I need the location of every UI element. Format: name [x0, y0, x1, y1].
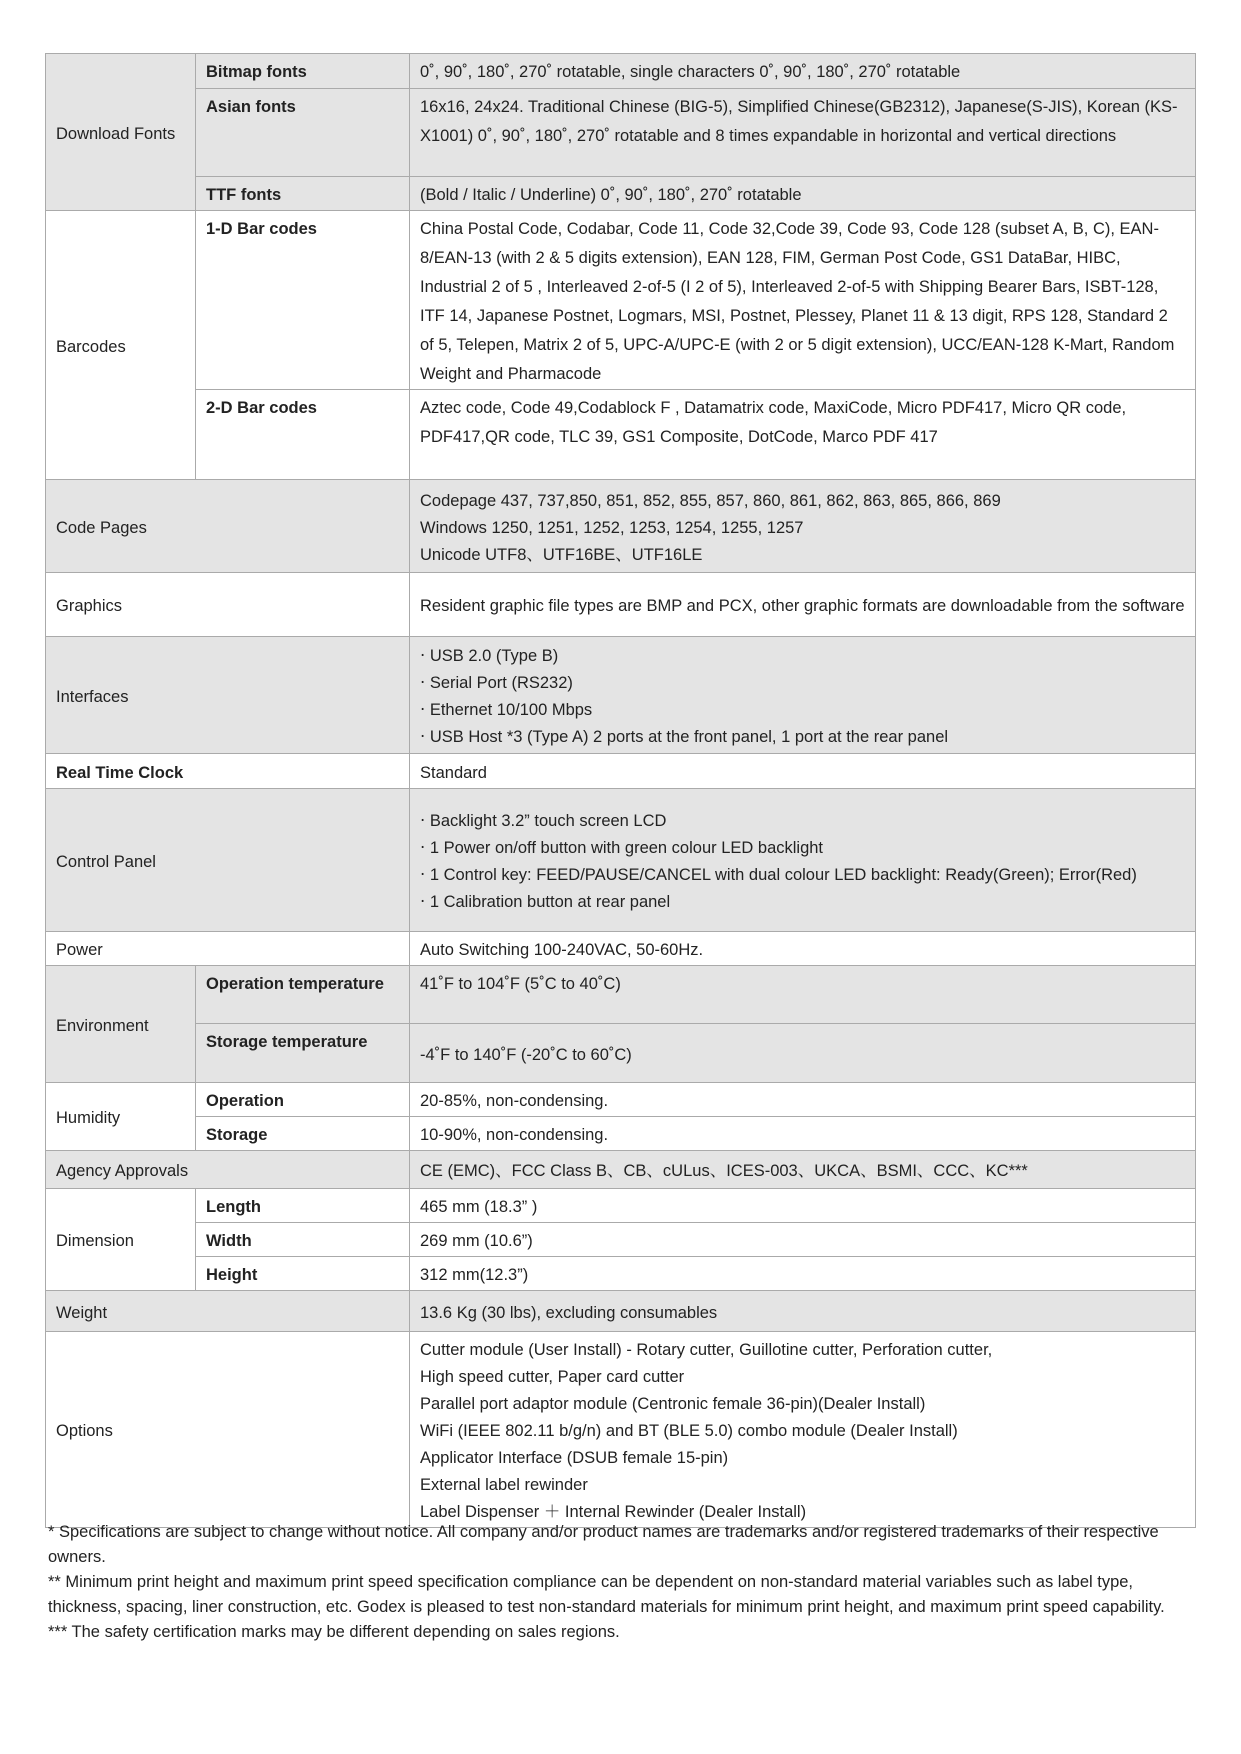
sub-label: Operation temperature — [196, 966, 410, 1024]
value: 16x16, 24x24. Traditional Chinese (BIG-5), Simplified Chinese(GB2312), Japanese(S-JIS), Korean (KS-X1001) 0˚, 90˚, 180˚, 270˚ rotatable and 8 times expandable in horizontal and vertical directions — [410, 89, 1196, 177]
spec-table — [45, 53, 1196, 1528]
row-label: Graphics — [46, 573, 410, 637]
value: 465 mm (18.3” ) — [410, 1189, 1196, 1223]
value-line: Windows 1250, 1251, 1252, 1253, 1254, 1255, 1257 — [420, 518, 804, 537]
sub-label: Bitmap fonts — [196, 54, 410, 89]
value: Resident graphic file types are BMP and PCX, other graphic formats are downloadable from the software — [410, 573, 1196, 637]
row-label: Barcodes — [46, 211, 196, 480]
value: China Postal Code, Codabar, Code 11, Code 32,Code 39, Code 93, Code 128 (subset A, B, C), EAN-8/EAN-13 (with 2 & 5 digits extension), EAN 128, FIM, German Post Code, GS1 DataBar, HIBC, Industrial 2 of 5 , Interleaved 2-of-5 (I 2 of 5), Interleaved 2-of-5 with Shipping Bearer Bars, ISBT-128, ITF 14, Japanese Postnet, Logmars, MSI, Postnet, Plessey, Planet 11 & 13 digit, RPS 128, Standard 2 of 5, Telepen, Matrix 2 of 5, UPC-A/UPC-E (with 2 or 5 digit extension), UCC/EAN-128 K-Mart, Random Weight and Pharmacode — [410, 211, 1196, 390]
sub-label: Width — [196, 1223, 410, 1257]
row-label: Control Panel — [46, 789, 410, 932]
footnote: ** Minimum print height and maximum print speed specification compliance can be dependent on non-standard material variables such as label type, thickness, spacing, liner construction, etc. Godex is pleased to test non-standard materials for minimum print height, and maximum print speed capability. — [48, 1573, 1165, 1616]
value: 10-90%, non-condensing. — [410, 1117, 1196, 1151]
sub-label: Storage — [196, 1117, 410, 1151]
row-label: Download Fonts — [46, 54, 196, 211]
value-line: ‧ Backlight 3.2” touch screen LCD — [420, 812, 667, 830]
value: -4˚F to 140˚F (-20˚C to 60˚C) — [410, 1024, 1196, 1083]
value-line: Parallel port adaptor module (Centronic female 36-pin)(Dealer Install) — [420, 1395, 926, 1413]
value: Aztec code, Code 49,Codablock F , Datamatrix code, MaxiCode, Micro PDF417, Micro QR code, PDF417,QR code, TLC 39, GS1 Composite, DotCode, Marco PDF 417 — [410, 390, 1196, 480]
value-line: ‧ USB 2.0 (Type B) — [420, 647, 559, 665]
row-label: Real Time Clock — [46, 754, 410, 789]
value-line: WiFi (IEEE 802.11 b/g/n) and BT (BLE 5.0) combo module (Dealer Install) — [420, 1422, 958, 1440]
row-label: Agency Approvals — [46, 1151, 410, 1189]
value-line: External label rewinder — [420, 1476, 588, 1494]
sub-label: Length — [196, 1189, 410, 1223]
value: 20-85%, non-condensing. — [410, 1083, 1196, 1117]
value-line: Cutter module (User Install) - Rotary cutter, Guillotine cutter, Perforation cutter, — [420, 1341, 993, 1359]
value-line: ‧ 1 Power on/off button with green colour LED backlight — [420, 839, 824, 857]
sub-label: TTF fonts — [196, 177, 410, 211]
value: 41˚F to 104˚F (5˚C to 40˚C) — [410, 966, 1196, 1024]
sub-label: Asian fonts — [196, 89, 410, 177]
value: Auto Switching 100-240VAC, 50-60Hz. — [410, 932, 1196, 966]
value-line: Codepage 437, 737,850, 851, 852, 855, 857, 860, 861, 862, 863, 865, 866, 869 — [420, 491, 1001, 510]
value: Standard — [410, 754, 1196, 789]
row-label: Code Pages — [46, 480, 410, 573]
value-line: High speed cutter, Paper card cutter — [420, 1368, 685, 1386]
row-label: Power — [46, 932, 410, 966]
sub-label: 1-D Bar codes — [196, 211, 410, 390]
value: CE (EMC)、FCC Class B、CB、cULus、ICES-003、UKCA、BSMI、CCC、KC*** — [410, 1151, 1196, 1189]
value: 312 mm(12.3”) — [410, 1257, 1196, 1291]
sub-label: Operation — [196, 1083, 410, 1117]
value: 269 mm (10.6”) — [410, 1223, 1196, 1257]
value-line: Label Dispenser ＋ Internal Rewinder (Dealer Install) — [420, 1503, 807, 1521]
footnote: * Specifications are subject to change without notice. All company and/or product names are trademarks and/or registered trademarks of their respective owners. — [48, 1523, 1159, 1566]
sub-label: Height — [196, 1257, 410, 1291]
footnotes — [48, 1520, 1178, 1645]
value: 0˚, 90˚, 180˚, 270˚ rotatable, single characters 0˚, 90˚, 180˚, 270˚ rotatable — [410, 54, 1196, 89]
row-label: Humidity — [46, 1083, 196, 1151]
value: 13.6 Kg (30 lbs), excluding consumables — [410, 1291, 1196, 1332]
value-line: Applicator Interface (DSUB female 15-pin) — [420, 1449, 729, 1467]
value-line: ‧ Ethernet 10/100 Mbps — [420, 701, 593, 719]
row-label: Dimension — [46, 1189, 196, 1291]
value-line: ‧ 1 Calibration button at rear panel — [420, 893, 671, 911]
value-line: Unicode UTF8、UTF16BE、UTF16LE — [420, 545, 703, 564]
sub-label: Storage temperature — [196, 1024, 410, 1083]
value-line: ‧ USB Host *3 (Type A) 2 ports at the front panel, 1 port at the rear panel — [420, 728, 949, 746]
value-line: ‧ Serial Port (RS232) — [420, 674, 573, 692]
sub-label: 2-D Bar codes — [196, 390, 410, 480]
row-label: Options — [46, 1332, 410, 1528]
row-label: Weight — [46, 1291, 410, 1332]
value: (Bold / Italic / Underline) 0˚, 90˚, 180˚, 270˚ rotatable — [410, 177, 1196, 211]
footnote: *** The safety certification marks may be different depending on sales regions. — [48, 1623, 620, 1641]
value-line: ‧ 1 Control key: FEED/PAUSE/CANCEL with dual colour LED backlight: Ready(Green); Error(Red) — [420, 866, 1137, 884]
row-label: Interfaces — [46, 637, 410, 754]
row-label: Environment — [46, 966, 196, 1083]
